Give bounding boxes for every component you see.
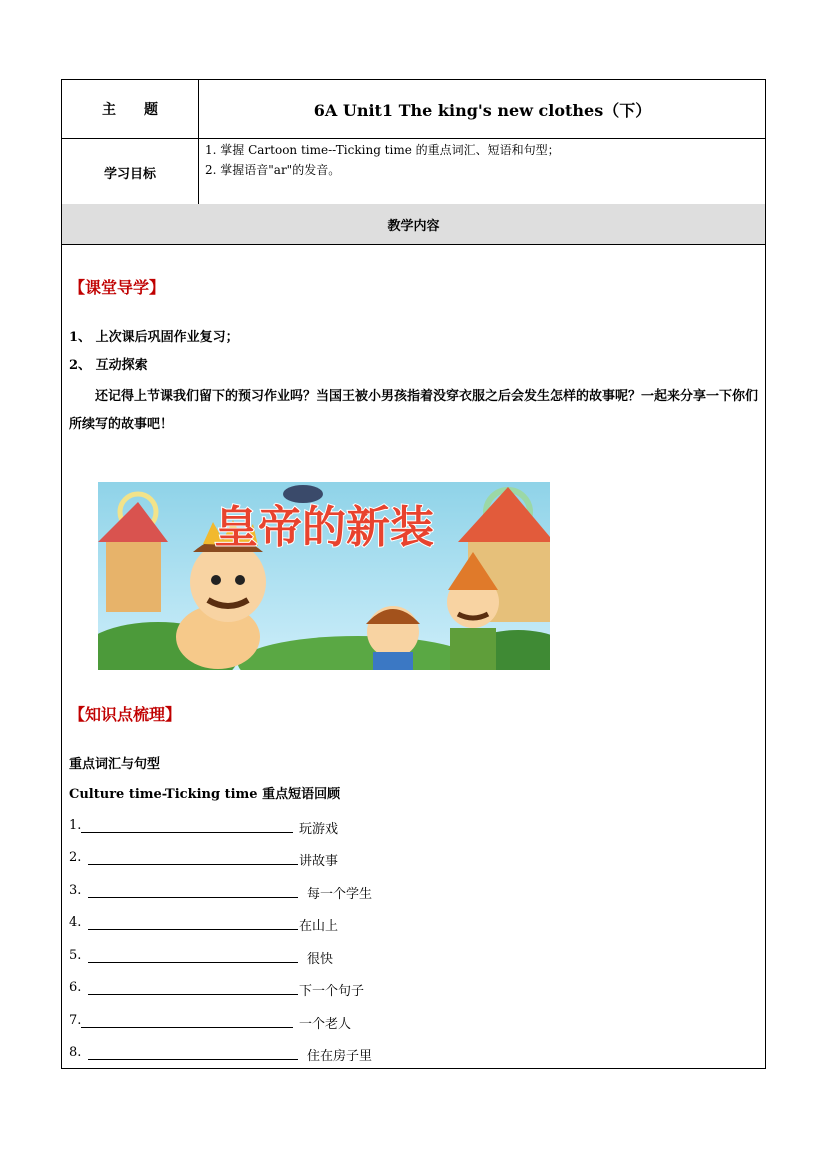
column-divider [198,80,199,204]
exercise-number: 8. [69,1045,82,1060]
answer-blank[interactable] [88,994,298,995]
section-title-knowledge: 【知识点梳理】 [69,705,182,724]
answer-blank[interactable] [88,1059,298,1060]
answer-blank[interactable] [88,929,298,930]
exercise-chinese: 一个老人 [299,1017,352,1032]
section-title-classroom: 【课堂导学】 [69,278,166,297]
subtitle-phrases: Culture time-Ticking time 重点短语回顾 [69,787,341,802]
teaching-content-header: 教学内容 [387,219,440,234]
story-paragraph: 还记得上节课我们留下的预习作业吗？当国王被小男孩指着没穿衣服之后会发生怎样的故事呢？一起来分享一下你们所续写的故事吧！ [69,389,759,432]
exercise-chinese: 很快 [307,952,334,967]
exercise-number: 6. [69,980,82,995]
exercise-chinese: 每一个学生 [307,887,373,902]
topic-label: 主 题 [102,102,158,118]
story-illustration [98,482,550,670]
emperor-illustration-icon [98,482,550,670]
exercise-chinese: 下一个句子 [299,984,365,999]
answer-blank[interactable] [81,1027,293,1028]
exercise-number: 3. [69,883,82,898]
goal-item-1: 1. 掌握 Cartoon time--Ticking time 的重点词汇、短语和句型； [205,143,560,157]
lesson-table [61,79,766,1069]
subtitle-vocabulary: 重点词汇与句型 [69,757,161,772]
exercise-number: 4. [69,915,82,930]
goal-label: 学习目标 [103,167,156,182]
exercise-chinese: 玩游戏 [299,822,339,837]
answer-blank[interactable] [81,832,293,833]
row-divider [62,138,765,139]
exercise-chinese: 讲故事 [299,854,339,869]
goal-item-2: 2. 掌握语音"ar"的发音。 [205,163,341,177]
exercise-number: 7. [69,1013,82,1028]
exercise-number: 5. [69,948,82,963]
list-item: 1、 上次课后巩固作业复习； [69,330,239,345]
row-divider [62,244,765,245]
answer-blank[interactable] [88,962,298,963]
topic-title: 6A Unit1 The king's new clothes（下） [313,101,652,120]
exercise-chinese: 在山上 [299,919,339,934]
list-item: 2、 互动探索 [69,358,148,373]
exercise-chinese: 住在房子里 [307,1049,373,1064]
exercise-number: 2. [69,850,82,865]
answer-blank[interactable] [88,864,298,865]
exercise-number: 1. [69,818,82,833]
answer-blank[interactable] [88,897,298,898]
image-title: 皇帝的新装 [214,502,434,553]
